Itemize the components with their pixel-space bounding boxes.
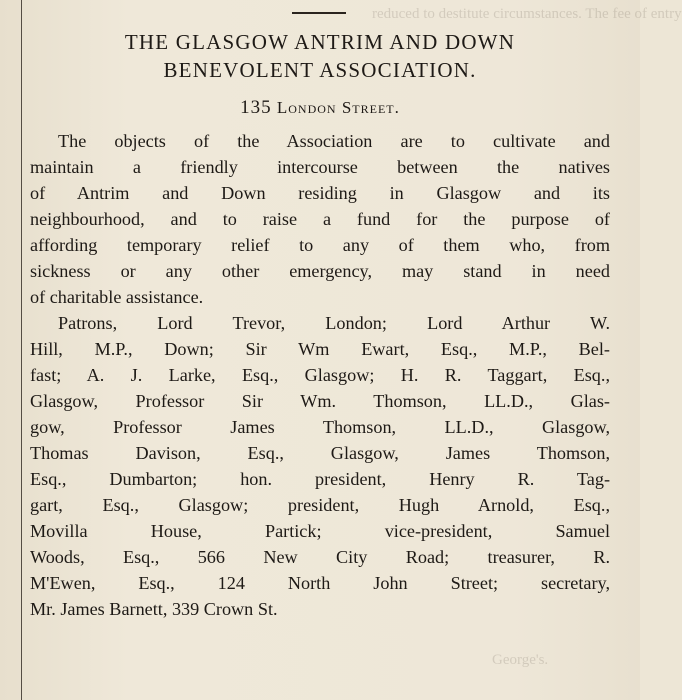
patrons-line: gow, Professor James Thomson, LL.D., Glasgow,	[30, 417, 610, 437]
patrons-line: Mr. James Barnett, 339 Crown St.	[30, 599, 278, 619]
bleed-through-text-bottom: George's.	[492, 652, 549, 668]
patrons-line: fast; A. J. Larke, Esq., Glasgow; H. R. Taggart, Esq.,	[30, 365, 610, 385]
address	[30, 96, 610, 120]
address-street: London Street.	[276, 98, 400, 117]
patrons-line: Esq., Dumbarton; hon. president, Henry R. Tag-	[30, 469, 610, 489]
patrons-line: gart, Esq., Glasgow; president, Hugh Arnold, Esq.,	[30, 495, 610, 515]
objects-line: affording temporary relief to any of them who, from	[30, 235, 610, 255]
address-number: 135	[240, 97, 272, 118]
objects-line: sickness or any other emergency, may stand in need	[30, 261, 610, 281]
objects-line: of charitable assistance.	[30, 287, 204, 307]
article-title	[30, 28, 610, 84]
objects-line: of Antrim and Down residing in Glasgow and its	[30, 183, 610, 203]
bleed-through-text-top: reduced to destitute circumstances. The fee of entry	[372, 6, 682, 22]
objects-paragraph	[30, 128, 610, 310]
article	[30, 28, 610, 622]
objects-line: neighbourhood, and to raise a fund for the purpose of	[30, 209, 610, 229]
patrons-line: M'Ewen, Esq., 124 North John Street; secretary,	[30, 573, 610, 593]
patrons-line: Movilla House, Partick; vice-president, Samuel	[30, 521, 610, 541]
title-line-2: BENEVOLENT ASSOCIATION.	[163, 58, 477, 82]
patrons-line: Woods, Esq., 566 New City Road; treasurer, R.	[30, 547, 610, 567]
section-rule	[292, 12, 346, 14]
column-rule	[21, 0, 22, 700]
objects-line: The objects of the Association are to cultivate and	[58, 131, 610, 151]
title-line-1: THE GLASGOW ANTRIM AND DOWN	[124, 30, 516, 54]
patrons-line: Glasgow, Professor Sir Wm. Thomson, LL.D., Glas-	[30, 391, 610, 411]
patrons-line: Thomas Davison, Esq., Glasgow, James Thomson,	[30, 443, 610, 463]
patrons-line: Patrons, Lord Trevor, London; Lord Arthur W.	[58, 313, 610, 333]
patrons-line: Hill, M.P., Down; Sir Wm Ewart, Esq., M.P., Bel-	[30, 339, 610, 359]
patrons-paragraph	[30, 310, 610, 622]
objects-line: maintain a friendly intercourse between the natives	[30, 157, 610, 177]
